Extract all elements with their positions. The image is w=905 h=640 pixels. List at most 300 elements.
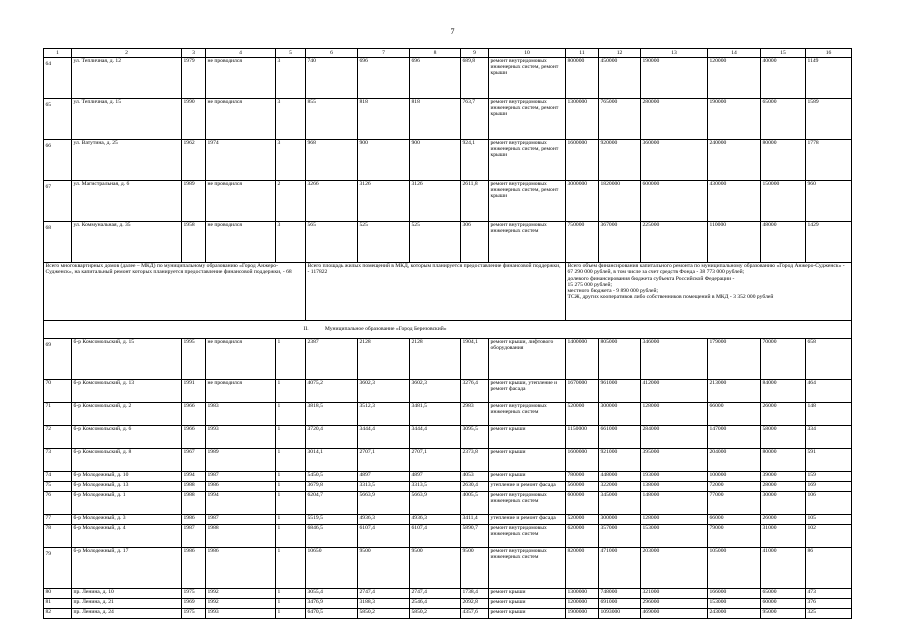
table-cell: 3444,4 (358, 426, 410, 449)
table-cell: 689,8 (461, 58, 489, 99)
table-cell: 105 (806, 515, 852, 525)
table-cell: 3313,5 (358, 482, 410, 492)
table-cell: ремонт крыши (489, 449, 566, 472)
page-number: 7 (450, 27, 455, 36)
table-cell: 67 (44, 181, 72, 222)
table-cell: 3512,3 (358, 403, 410, 426)
table-cell: 72000 (708, 482, 761, 492)
table-cell: 6846,5 (306, 525, 358, 548)
table-cell: 148 (806, 403, 852, 426)
table-cell: 334 (806, 426, 852, 449)
table-cell: 3679,8 (306, 482, 358, 492)
table-cell: 203000 (641, 548, 708, 589)
table-cell: 357000 (599, 525, 641, 548)
table-cell: 1 (276, 482, 306, 492)
table-cell: ремонт внутридомовых инженерных систем, ремонт крыши (489, 58, 566, 99)
table-cell: 159 (806, 472, 852, 482)
table-cell: 1904,1 (461, 339, 489, 380)
table-cell: 1 (276, 525, 306, 548)
table-cell: 190000 (641, 58, 708, 99)
table-cell: 360000 (641, 140, 708, 181)
table-cell: 300000 (599, 515, 641, 525)
table-cell: 1778 (806, 140, 852, 181)
table-cell: б-р Комсомольский, д. 15 (72, 339, 182, 380)
column-number-cell: 15 (761, 49, 806, 58)
table-cell: 367000 (599, 222, 641, 263)
table-row (44, 403, 852, 426)
table-cell: ул. Тепличная, д. 12 (72, 58, 182, 99)
table-cell: 1991 (182, 380, 206, 403)
totals-row (44, 263, 852, 321)
table-cell: 86 (806, 548, 852, 589)
table-cell: 190000 (708, 99, 761, 140)
table-cell: 473 (806, 589, 852, 599)
table-cell: 80 (44, 589, 72, 599)
table-cell: 66 (44, 140, 72, 181)
table-cell: 1987 (206, 472, 276, 482)
table-cell: ремонт внутридомовых инженерных систем (489, 222, 566, 263)
table-cell: 5663,9 (410, 492, 461, 515)
table-cell: 225000 (641, 222, 708, 263)
table-cell: 748000 (599, 589, 641, 599)
table-cell: 4357,6 (461, 609, 489, 619)
table-cell: 2 (276, 181, 306, 222)
table-cell: 147000 (708, 426, 761, 449)
table-cell: 2707,1 (410, 449, 461, 472)
table-cell: 1 (276, 449, 306, 472)
table-cell: 66000 (708, 515, 761, 525)
table-cell: б-р Комсомольский, д. 8 (72, 449, 182, 472)
table-cell: 780000 (566, 472, 599, 482)
table-row (44, 140, 852, 181)
table-cell: 1988 (182, 492, 206, 515)
table-cell: 1967 (182, 449, 206, 472)
table-cell: 28000 (761, 482, 806, 492)
table-cell: 1900000 (566, 609, 599, 619)
table-cell: 696 (410, 58, 461, 99)
total-houses-text: Всего многоквартирных домов (далее – МКД) по муниципальному образованию «Город Анжеро-Судженск», на капитальный ремонт которых планируется предоставление финансовой поддержки, - 68 (44, 263, 306, 321)
table-cell: 74 (44, 472, 72, 482)
table-cell: ул. Тепличная, д. 15 (72, 99, 182, 140)
section-heading-row (44, 321, 852, 339)
table-cell: 79 (44, 548, 72, 589)
table-cell: 600000 (641, 181, 708, 222)
table-cell: ремонт внутридомовых инженерных систем, ремонт крыши (489, 99, 566, 140)
table-cell: б-р Молодежный, д. 13 (72, 482, 182, 492)
table-cell: 3126 (410, 181, 461, 222)
table-cell: 3720,4 (306, 426, 358, 449)
table-row (44, 492, 852, 515)
table-cell: 525 (358, 222, 410, 263)
table-cell: ремонт внутридомовых инженерных систем (489, 548, 566, 589)
table-cell: 26000 (761, 403, 806, 426)
table-cell: 961000 (599, 380, 641, 403)
table-cell: ремонт крыши (489, 609, 566, 619)
table-cell: 58000 (761, 426, 806, 449)
table-cell: ремонт внутридомовых инженерных систем, ремонт крыши (489, 140, 566, 181)
table-cell: 2128 (358, 339, 410, 380)
table-cell: пр. Ленина, д. 21 (72, 599, 182, 609)
table-cell: 395000 (641, 449, 708, 472)
table-cell: 2092,8 (461, 599, 489, 609)
table-cell: 1 (276, 599, 306, 609)
table-cell: ремонт внутридомовых инженерных систем (489, 525, 566, 548)
table-row (44, 525, 852, 548)
table-cell: 1986 (206, 548, 276, 589)
table-cell: 1738,4 (461, 589, 489, 599)
table-cell: 1200000 (566, 599, 599, 609)
table-cell: 1987 (182, 525, 206, 548)
table-cell: 1986 (182, 548, 206, 589)
table-row (44, 482, 852, 492)
table-cell: 3055,4 (306, 589, 358, 599)
table-cell: 213000 (708, 380, 761, 403)
table-cell: 1986 (206, 482, 276, 492)
table-cell: ремонт крыши (489, 472, 566, 482)
table-cell: 80000 (761, 140, 806, 181)
total-funding-text (566, 263, 852, 321)
table-cell: 3818,5 (306, 403, 358, 426)
table-cell: 81 (44, 599, 72, 609)
table-row (44, 380, 852, 403)
table-cell: 3602,3 (358, 380, 410, 403)
table-cell: 1966 (182, 426, 206, 449)
table-cell: 345000 (599, 492, 641, 515)
table-cell: 1150000 (566, 426, 599, 449)
table-cell: не проводился (206, 181, 276, 222)
table-cell: 2747,4 (410, 589, 461, 599)
table-cell: 2611,8 (461, 181, 489, 222)
column-number-cell: 10 (489, 49, 566, 58)
table-row (44, 548, 852, 589)
column-number-cell: 9 (461, 49, 489, 58)
table-cell: 620000 (566, 525, 599, 548)
table-cell: 240000 (708, 140, 761, 181)
table-cell: 82 (44, 609, 72, 619)
table-cell: 464 (806, 380, 852, 403)
table-cell: 169 (806, 482, 852, 492)
table-cell: ремонт крыши (489, 426, 566, 449)
table-row (44, 181, 852, 222)
table-cell: 3476,9 (306, 599, 358, 609)
table-cell: 591 (806, 449, 852, 472)
table-cell: 296000 (641, 599, 708, 609)
table-cell: 9500 (410, 548, 461, 589)
table-cell: б-р Комсомольский, д. 6 (72, 426, 182, 449)
table-cell: 325 (806, 609, 852, 619)
section-title: Муниципальное образование «Город Березовский» (324, 326, 447, 333)
table-cell: 3126 (358, 181, 410, 222)
table-cell: 280000 (641, 99, 708, 140)
table-cell: ремонт крыши (489, 599, 566, 609)
table-cell: 1993 (206, 426, 276, 449)
table-cell: 48000 (761, 222, 806, 263)
table-cell: б-р Молодежный, д. 1 (72, 492, 182, 515)
table-cell: 70000 (761, 339, 806, 380)
table-cell: 2128 (410, 339, 461, 380)
table-cell: 1994 (206, 492, 276, 515)
table-cell: 26000 (761, 515, 806, 525)
table-cell: 102 (806, 525, 852, 548)
column-number-cell: 5 (276, 49, 306, 58)
table-cell: 560000 (566, 482, 599, 492)
table-cell: ремонт крыши, утепление и ремонт фасада (489, 380, 566, 403)
table-cell: 3313,5 (410, 482, 461, 492)
table-cell: 520000 (566, 403, 599, 426)
table-cell: 10650 (306, 548, 358, 589)
table-cell: 66000 (708, 403, 761, 426)
column-number-cell: 3 (182, 49, 206, 58)
table-cell: 448000 (599, 472, 641, 482)
table-cell: 300000 (599, 403, 641, 426)
repair-program-table (43, 48, 852, 619)
table-cell: 3481,5 (410, 403, 461, 426)
table-cell: 39000 (761, 472, 806, 482)
table-cell: 3 (276, 222, 306, 263)
table-cell: 70 (44, 380, 72, 403)
table-cell: 1969 (182, 599, 206, 609)
table-cell: б-р Молодежный, д. 10 (72, 472, 182, 482)
table-cell: 4936,3 (410, 515, 461, 525)
table-cell: 1975 (182, 589, 206, 599)
table-cell: 65 (44, 99, 72, 140)
table-cell: 818 (410, 99, 461, 140)
table-cell: ремонт крыши (489, 589, 566, 599)
table-cell: 2387 (306, 339, 358, 380)
column-number-cell: 7 (358, 49, 410, 58)
table-cell: 4053 (461, 472, 489, 482)
table-cell: 77 (44, 515, 72, 525)
table-cell: не проводился (206, 58, 276, 99)
table-cell: 95000 (761, 609, 806, 619)
table-row (44, 472, 852, 482)
table-cell: 1966 (182, 403, 206, 426)
table-cell: 306 (461, 222, 489, 263)
table-cell: 179000 (708, 339, 761, 380)
table-cell: 1988 (182, 482, 206, 492)
table-cell: 5890,7 (461, 525, 489, 548)
table-cell: 65000 (761, 99, 806, 140)
table-cell: 376 (806, 599, 852, 609)
table-cell: 75 (44, 482, 72, 492)
table-cell: 71 (44, 403, 72, 426)
table-cell: утепление и ремонт фасада (489, 482, 566, 492)
table-cell: 600000 (566, 492, 599, 515)
table-cell: 805000 (599, 339, 641, 380)
table-cell: 1093000 (599, 609, 641, 619)
table-cell: 1989 (206, 449, 276, 472)
table-cell: 128000 (641, 515, 708, 525)
table-cell: 696 (358, 58, 410, 99)
table-cell: 64 (44, 58, 72, 99)
table-cell: 471000 (599, 548, 641, 589)
table-cell: 5850,2 (358, 609, 410, 619)
table-cell: не проводился (206, 339, 276, 380)
table-cell: 5850,2 (410, 609, 461, 619)
table-cell: 2707,1 (358, 449, 410, 472)
table-cell: 6107,4 (358, 525, 410, 548)
column-number-cell: 12 (599, 49, 641, 58)
table-cell: 1992 (206, 589, 276, 599)
table-cell: 740 (306, 58, 358, 99)
table-cell: 1979 (182, 58, 206, 99)
table-cell: 2983 (461, 403, 489, 426)
table-row (44, 222, 852, 263)
table-cell: 818 (358, 99, 410, 140)
table-cell: ул. Ватутина, д. 25 (72, 140, 182, 181)
table-cell: 960 (806, 181, 852, 222)
funding-line: Всего объем финансирования капитального ремонта по муниципальному образованию «Город Анжеро-Судженск» - 67 290 000 рублей, в том числе за счет средств Фонда - 38 773 000 рублей; (567, 263, 845, 276)
table-cell: 105000 (708, 548, 761, 589)
table-cell: 1429 (806, 222, 852, 263)
table-cell: 1 (276, 548, 306, 589)
table-cell: б-р Молодежный, д. 17 (72, 548, 182, 589)
table-cell: 3411,4 (461, 515, 489, 525)
table-cell: 3 (276, 58, 306, 99)
column-number-cell: 11 (566, 49, 599, 58)
table-row (44, 339, 852, 380)
table-cell: 4897 (410, 472, 461, 482)
table-cell: 68 (44, 222, 72, 263)
table-cell: 2630,4 (461, 482, 489, 492)
table-cell: 346000 (641, 339, 708, 380)
table-cell: 1995 (182, 339, 206, 380)
column-number-cell: 13 (641, 49, 708, 58)
table-cell: 73 (44, 449, 72, 472)
table-cell: 80000 (761, 449, 806, 472)
table-cell: 1989 (182, 181, 206, 222)
table-cell: 72 (44, 426, 72, 449)
table-cell: 1589 (806, 99, 852, 140)
funding-line: ТСЖ, других кооперативов либо собственников помещений в МКД - 3 352 000 рублей (567, 294, 774, 301)
table-cell: 84000 (761, 380, 806, 403)
table-cell: 1958 (182, 222, 206, 263)
table-cell: 2546,4 (410, 599, 461, 609)
table-cell: 520000 (566, 515, 599, 525)
total-area-text: Всего площадь жилых помещений в МКД, которым планируется предоставление финансовой поддержки, - 117822 (306, 263, 566, 321)
table-cell: б-р Комсомольский, д. 2 (72, 403, 182, 426)
table-cell: 128000 (641, 403, 708, 426)
column-number-cell: 14 (708, 49, 761, 58)
table-cell: 1149 (806, 58, 852, 99)
column-number-cell: 4 (206, 49, 276, 58)
table-cell: 69 (44, 339, 72, 380)
table-cell: 3095,5 (461, 426, 489, 449)
table-cell: 1 (276, 492, 306, 515)
table-cell: утепление и ремонт фасада (489, 515, 566, 525)
table-cell: 4936,3 (358, 515, 410, 525)
table-cell: 153000 (708, 599, 761, 609)
table-cell: 2373,8 (461, 449, 489, 472)
table-cell: 78 (44, 525, 72, 548)
table-cell: 1986 (182, 515, 206, 525)
table-cell: 6470,5 (306, 609, 358, 619)
table-cell: 284000 (641, 426, 708, 449)
table-cell: 5519,5 (306, 515, 358, 525)
table-cell: 921000 (599, 449, 641, 472)
table-cell: б-р Комсомольский, д. 13 (72, 380, 182, 403)
table-cell: 1994 (182, 472, 206, 482)
table-cell: 3 (276, 99, 306, 140)
table-cell: 321000 (641, 589, 708, 599)
table-cell: не проводился (206, 222, 276, 263)
table-cell: 1 (276, 426, 306, 449)
table-cell: 750000 (566, 222, 599, 263)
table-cell: 1600000 (566, 449, 599, 472)
funding-line: местного бюджета - 9 890 000 рублей; (567, 288, 658, 295)
table-cell: 1300000 (566, 589, 599, 599)
table-cell: ремонт внутридомовых инженерных систем (489, 492, 566, 515)
column-number-cell: 16 (806, 49, 852, 58)
table-row (44, 609, 852, 619)
table-cell: 1988 (206, 525, 276, 548)
table-cell: 106 (806, 492, 852, 515)
table-cell: 691000 (599, 599, 641, 609)
table-cell: 3444,4 (410, 426, 461, 449)
table-cell: 450000 (599, 58, 641, 99)
table-cell: 900 (410, 140, 461, 181)
table-cell: 820000 (566, 548, 599, 589)
table-cell: 76 (44, 492, 72, 515)
table-cell: 65000 (761, 589, 806, 599)
table-cell: 1975 (182, 609, 206, 619)
table-cell: 900 (358, 140, 410, 181)
table-cell: 1820000 (599, 181, 641, 222)
column-number-cell: 2 (72, 49, 182, 58)
table-cell: 565 (306, 222, 358, 263)
column-number-cell: 8 (410, 49, 461, 58)
table-cell: не проводился (206, 99, 276, 140)
table-cell: 1 (276, 515, 306, 525)
column-number-row (44, 49, 852, 58)
table-cell: 6204,7 (306, 492, 358, 515)
table-cell: 204000 (708, 449, 761, 472)
table-cell: 430000 (708, 181, 761, 222)
table-cell: 525 (410, 222, 461, 263)
table-cell: 1990 (182, 99, 206, 140)
section-number: II. (303, 326, 309, 333)
table-cell: 2747,4 (358, 589, 410, 599)
section-heading (44, 321, 852, 339)
table-cell: 1987 (206, 515, 276, 525)
table-cell: 148000 (641, 492, 708, 515)
table-cell: 3 (276, 140, 306, 181)
table-cell: 30000 (761, 492, 806, 515)
table-cell: 1300000 (566, 99, 599, 140)
table-row (44, 515, 852, 525)
table-cell: б-р Молодежный, д. 3 (72, 515, 182, 525)
table-cell: ремонт внутридомовых инженерных систем (489, 403, 566, 426)
table-cell: 150000 (761, 181, 806, 222)
table-cell: 120000 (708, 58, 761, 99)
table-cell: 243000 (708, 609, 761, 619)
table-row (44, 58, 852, 99)
table-cell: 765000 (599, 99, 641, 140)
table-cell: 100000 (708, 472, 761, 482)
table-cell: пр. Ленина, д. 10 (72, 589, 182, 599)
table-cell: 31000 (761, 525, 806, 548)
table-row (44, 589, 852, 599)
table-row (44, 449, 852, 472)
table-cell: 322000 (599, 482, 641, 492)
table-cell: пр. Ленина, д. 24 (72, 609, 182, 619)
column-number-cell: 6 (306, 49, 358, 58)
table-cell: 763,7 (461, 99, 489, 140)
table-cell: 1600000 (566, 140, 599, 181)
table-cell: 3000000 (566, 181, 599, 222)
table-cell: 1400000 (566, 339, 599, 380)
table-cell: 1 (276, 380, 306, 403)
